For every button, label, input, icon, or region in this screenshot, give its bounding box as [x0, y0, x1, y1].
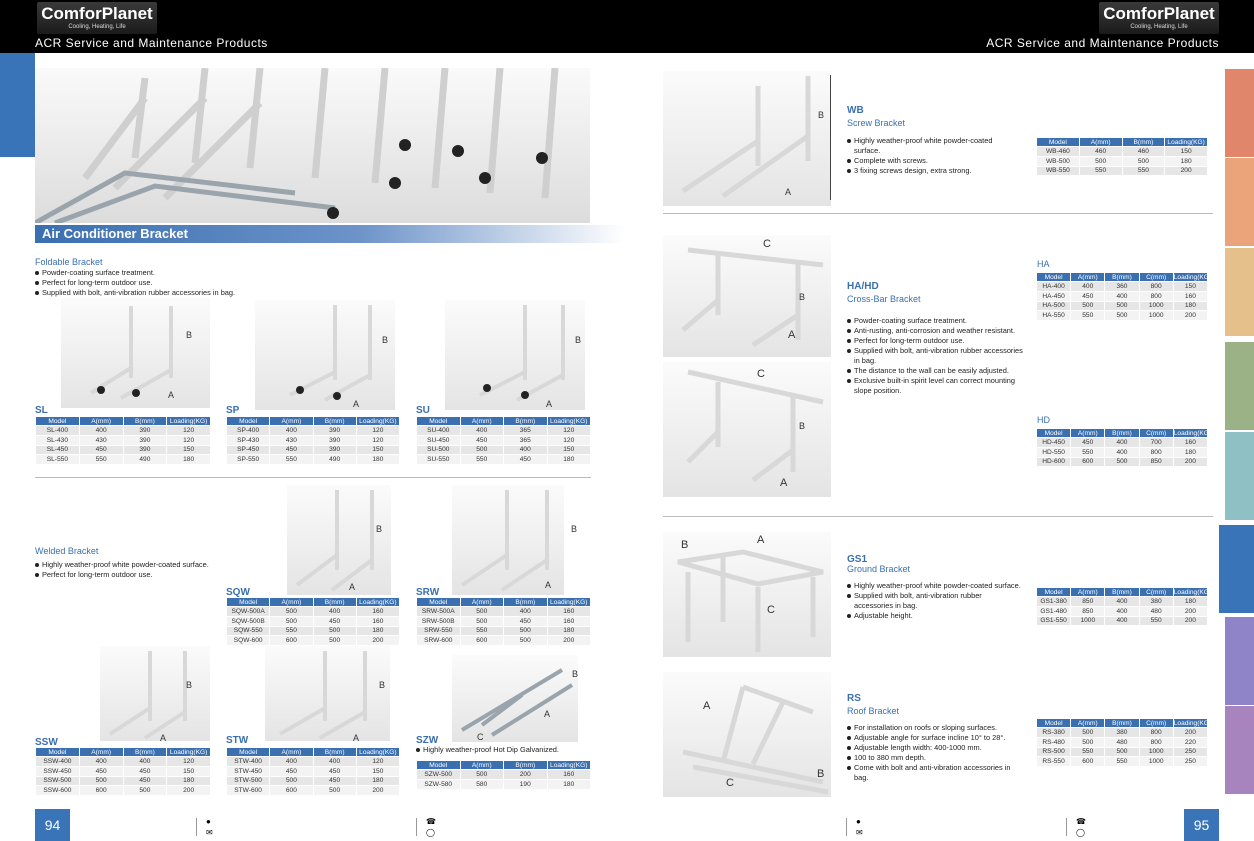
product-code-sp: SP	[226, 405, 240, 416]
wb-spec-table: Model A(mm) B(mm) Loading(KG) WB-460 460 460 150 WB-500 500 500 180 WB-550 550 550 200	[1036, 137, 1208, 176]
product-name-rs: Roof Bracket	[847, 706, 900, 716]
product-code-wb: WB	[847, 105, 864, 116]
section-tab[interactable]	[1225, 432, 1254, 520]
product-name-hahd: Cross-Bar Bracket	[847, 294, 921, 304]
section-tab[interactable]	[1225, 342, 1254, 430]
globe-icon: ●	[856, 817, 861, 826]
sl-spec-table: Model A(mm) B(mm) Loading(KG) SL-400 400 390 120 SL-430 430 390 120 SL-450 450 390 150 SL-550 550 490 180	[35, 416, 211, 465]
mail-icon: ✉	[856, 828, 863, 837]
dim-label-a: A	[349, 582, 356, 592]
sl-photo	[61, 298, 210, 408]
footer-divider	[416, 818, 417, 836]
dim-label-b: B	[186, 330, 193, 340]
section-tab[interactable]	[1225, 69, 1254, 157]
dim-label-b: B	[681, 539, 689, 551]
dim-label-a: A	[544, 709, 551, 719]
mail-icon: ✉	[206, 828, 213, 837]
product-name-gs1: Ground Bracket	[847, 564, 911, 574]
section-tab[interactable]	[1225, 706, 1254, 794]
gs1-spec-table: Model A(mm) B(mm) C(mm) Loading(KG) GS1-380 850 400 380 180 GS1-480 850 400 480 200 GS1-550 1000 400 550 200	[1036, 587, 1208, 626]
szw-spec-table: Model A(mm) B(mm) Loading(KG) SZW-500 500 200 160 SZW-580 580 190 180	[416, 760, 591, 790]
header-tagline-left: ACR Service and Maintenance Products	[35, 36, 268, 50]
section-divider	[663, 213, 1213, 214]
welded-heading: Welded Bracket	[35, 546, 99, 556]
product-code-gs1: GS1	[847, 554, 868, 565]
foldable-heading: Foldable Bracket	[35, 257, 103, 267]
dim-label-a: A	[780, 477, 788, 489]
section-tab[interactable]	[1225, 248, 1254, 336]
sqw-spec-table: Model A(mm) B(mm) Loading(KG) SQW-500A 500 400 160 SQW-500B 500 450 160 SQW-550 550 500 180 SQW-600 600 500 200	[226, 597, 400, 646]
dim-label-a: A	[785, 187, 792, 197]
hd-photo	[663, 362, 831, 497]
dim-label-c: C	[757, 368, 765, 380]
welded-bullets: Highly weather-proof white powder-coated surface. Perfect for long-term outdoor use.	[34, 560, 209, 580]
product-code-srw: SRW	[416, 587, 440, 598]
dim-label-b: B	[818, 110, 825, 120]
dim-label-b: B	[575, 335, 582, 345]
header-tagline-right: ACR Service and Maintenance Products	[986, 36, 1219, 50]
section-tab-active[interactable]	[1219, 525, 1254, 613]
foldable-bullets: Powder-coating surface treatment. Perfect for long-term outdoor use. Supplied with bolt, anti-vibration rubber accessories in bag.	[34, 268, 264, 298]
ssw-photo	[100, 646, 210, 741]
szw-bullets: Highly weather-proof Hot Dip Galvanized.	[415, 745, 595, 755]
footer-divider	[846, 818, 847, 836]
phone-icon: ☎	[1076, 817, 1086, 826]
phone-icon: ☎	[426, 817, 436, 826]
rs-bullets: For installation on roofs or sloping surfaces. Adjustable angle for surface incline 10° to 28°. Adjustable length width: 400-1000 mm. 100 to 380 mm depth. Come with bolt and anti-vibration accessories in bag.	[846, 723, 1021, 783]
dim-label-a: A	[545, 580, 552, 590]
footer-divider	[1066, 818, 1067, 836]
dimension-line	[830, 75, 831, 200]
product-code-szw: SZW	[416, 735, 439, 746]
section-tab[interactable]	[1225, 158, 1254, 246]
section-divider	[35, 477, 591, 478]
dim-label-b: B	[376, 524, 383, 534]
dim-label-a: A	[168, 390, 175, 400]
dim-label-a: A	[546, 399, 553, 409]
product-code-ssw: SSW	[35, 737, 58, 748]
srw-spec-table: Model A(mm) B(mm) Loading(KG) SRW-500A 500 400 160 SRW-500B 500 450 160 SRW-550 550 500 180 SRW-600 600 500 200	[416, 597, 591, 646]
dim-label-b: B	[186, 680, 193, 690]
su-photo	[445, 300, 585, 410]
dim-label-a: A	[703, 700, 711, 712]
dim-label-c: C	[477, 732, 484, 742]
hahd-bullets: Powder-coating surface treatment. Anti-rusting, anti-corrosion and weather resistant. Perfect for long-term outdoor use. Supplied with bolt, anti-vibration rubber accessories in bag. The distance to the wall can be easily adjusted. Exclusive built-in spirit level can correct mounting slope position.	[846, 316, 1026, 396]
stw-spec-table: Model A(mm) B(mm) Loading(KG) STW-400 400 400 120 STW-450 450 450 150 STW-500 500 450 180 STW-600 600 500 200	[226, 747, 400, 796]
page-number-right: 95	[1184, 809, 1219, 841]
product-code-su: SU	[416, 405, 430, 416]
gs1-bullets: Highly weather-proof white powder-coated surface. Supplied with bolt, anti-vibration rubber accessories in bag. Adjustable height.	[846, 581, 1021, 621]
product-code-stw: STW	[226, 735, 249, 746]
ssw-spec-table: Model A(mm) B(mm) Loading(KG) SSW-400 400 400 120 SSW-450 450 450 150 SSW-500 500 450 180 SSW-600 600 500 200	[35, 747, 211, 796]
globe-icon: ●	[206, 817, 211, 826]
product-code-sl: SL	[35, 405, 48, 416]
wb-bullets: Highly weather-proof white powder-coated surface. Complete with screws. 3 fixing screws design, extra strong.	[846, 136, 1016, 176]
ha-spec-table: Model A(mm) B(mm) C(mm) Loading(KG) HA-400 400 360 800 150 HA-450 450 400 800 160 HA-500 500 500 1000 180 HA-550 550 500 1000 200	[1036, 272, 1208, 321]
dim-label-a: A	[160, 733, 167, 743]
rs-spec-table: Model A(mm) B(mm) C(mm) Loading(KG) RS-380 500 380 800 200 RS-480 500 480 800 220 RS-500 550 500 1000 250 RS-550 600 550 1000 250	[1036, 718, 1208, 767]
dim-label-b: B	[799, 421, 806, 431]
sp-photo	[255, 300, 395, 410]
dim-label-b: B	[572, 669, 579, 679]
dim-label-a: A	[788, 329, 796, 341]
section-divider	[663, 516, 1213, 517]
ha-photo	[663, 235, 831, 357]
product-name-wb: Screw Bracket	[847, 118, 906, 128]
ha-table-label: HA	[1037, 259, 1050, 269]
dim-label-b: B	[379, 680, 386, 690]
hd-spec-table: Model A(mm) B(mm) C(mm) Loading(KG) HD-450 450 400 700 160 HD-550 550 400 800 180 HD-600 600 500 850 200	[1036, 428, 1208, 467]
page-number-left: 94	[35, 809, 70, 841]
bracket-banner-photo	[35, 68, 590, 223]
dim-label-a: A	[757, 534, 765, 546]
dim-label-b: B	[799, 292, 806, 302]
dim-label-b: B	[382, 335, 389, 345]
product-code-sqw: SQW	[226, 587, 250, 598]
rs-photo	[663, 672, 831, 797]
dim-label-a: A	[353, 733, 360, 743]
whatsapp-icon: ◯	[1076, 828, 1085, 837]
dim-label-b: B	[571, 524, 578, 534]
dim-label-c: C	[767, 604, 775, 616]
dim-label-a: A	[353, 399, 360, 409]
stw-photo	[265, 646, 390, 741]
brand-logo-right: ComforPlanet Cooling, Heating, Life	[1099, 2, 1219, 34]
szw-photo	[452, 655, 578, 742]
srw-photo	[452, 485, 564, 595]
dim-label-c: C	[726, 777, 734, 789]
sp-spec-table: Model A(mm) B(mm) Loading(KG) SP-400 400 390 120 SP-430 430 390 120 SP-450 450 390 150 SP-550 550 490 180	[226, 416, 400, 465]
brand-logo-left: ComforPlanet Cooling, Heating, Life	[37, 2, 157, 34]
dim-label-c: C	[763, 238, 771, 250]
dim-label-b: B	[817, 768, 825, 780]
left-sidebar-accent	[0, 53, 35, 157]
footer-divider	[196, 818, 197, 836]
wb-photo	[663, 71, 831, 206]
su-spec-table: Model A(mm) B(mm) Loading(KG) SU-400 400 365 120 SU-450 450 365 120 SU-500 500 400 150 SU-550 550 450 180	[416, 416, 591, 465]
section-tab[interactable]	[1225, 617, 1254, 705]
section-title-bar: Air Conditioner Bracket	[35, 225, 625, 243]
whatsapp-icon: ◯	[426, 828, 435, 837]
product-code-hahd: HA/HD	[847, 281, 879, 292]
sqw-photo	[287, 485, 391, 595]
product-code-rs: RS	[847, 693, 861, 704]
hd-table-label: HD	[1037, 415, 1050, 425]
